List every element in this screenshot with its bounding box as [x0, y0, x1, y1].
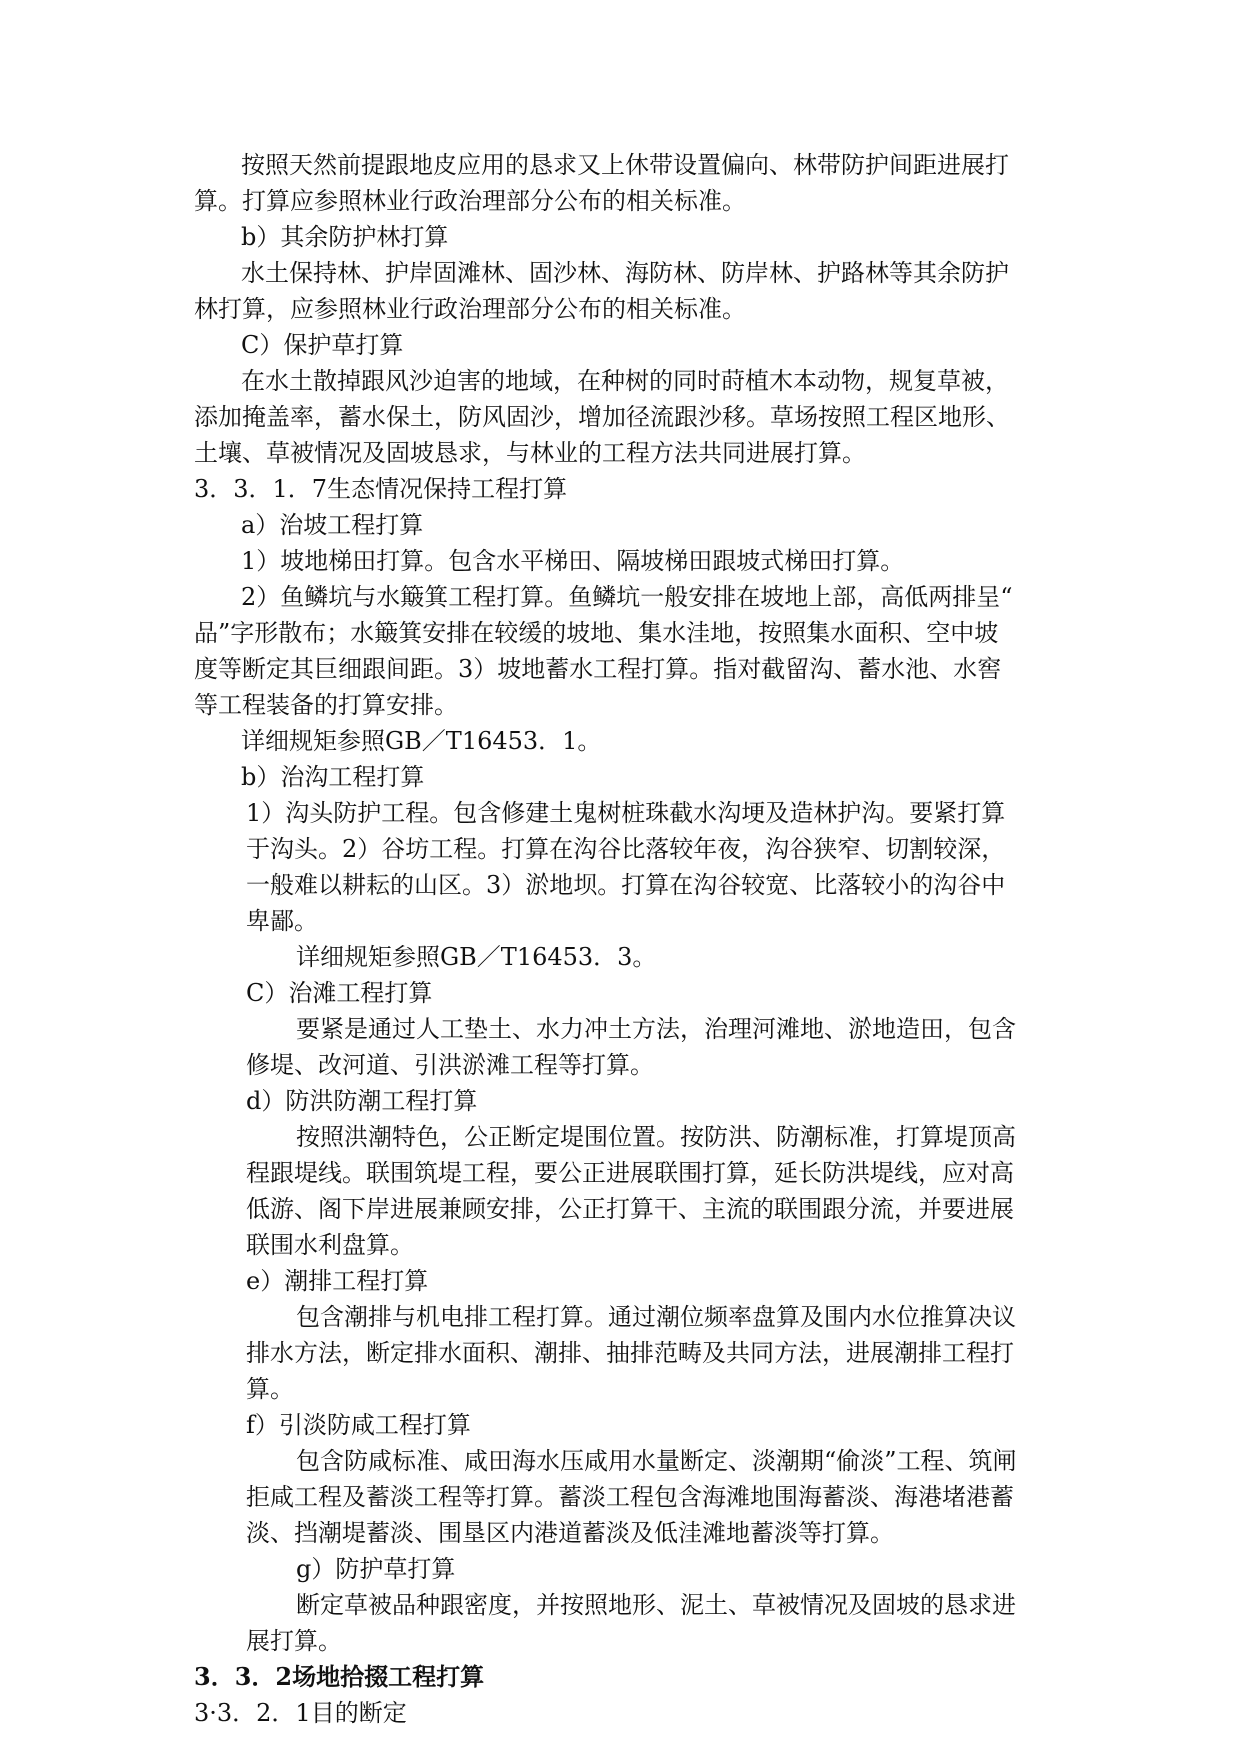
text-line: 联围水利盘算。: [246, 1231, 414, 1259]
text-line: 详细规矩参照GB／T16453．1。: [241, 727, 602, 755]
text-line: g）防护草打算: [296, 1555, 456, 1583]
text-line: 一般难以耕耘的山区。3）淤地坝。打算在沟谷较宽、比落较小的沟谷中: [246, 871, 1006, 899]
text-line: 断定草被品种跟密度，并按照地形、泥土、草被情况及固坡的恳求进: [296, 1591, 1016, 1619]
text-line: b）治沟工程打算: [241, 763, 425, 791]
text-line: 算。: [246, 1375, 294, 1403]
text-line: 品”字形散布；水簸箕安排在较缓的坡地、集水洼地，按照集水面积、空中坡: [194, 619, 999, 647]
text-line: a）治坡工程打算: [241, 511, 424, 539]
text-line: 3．3．1．7生态情况保持工程打算: [194, 475, 568, 503]
text-line: 水土保持林、护岸固滩林、固沙林、海防林、防岸林、护路林等其余防护: [241, 259, 1009, 287]
text-line: 详细规矩参照GB／T16453．3。: [296, 943, 657, 971]
text-line: C）保护草打算: [241, 331, 404, 359]
section-heading: 3．3．2场地拾掇工程打算: [194, 1662, 485, 1691]
text-line: 淡、挡潮堤蓄淡、围垦区内港道蓄淡及低洼滩地蓄淡等打算。: [246, 1519, 894, 1547]
text-line: 排水方法，断定排水面积、潮排、抽排范畴及共同方法，进展潮排工程打: [246, 1339, 1014, 1367]
text-line: C）治滩工程打算: [246, 979, 433, 1007]
text-line: 拒咸工程及蓄淡工程等打算。蓄淡工程包含海滩地围海蓄淡、海港堵港蓄: [246, 1483, 1014, 1511]
text-line: 添加掩盖率，蓄水保土，防风固沙，增加径流跟沙移。草场按照工程区地形、: [194, 403, 1010, 431]
text-line: 度等断定其巨细跟间距。3）坡地蓄水工程打算。指对截留沟、蓄水池、水窖: [194, 655, 1002, 683]
text-line: 卑鄙。: [246, 907, 318, 935]
text-line: b）其余防护林打算: [241, 223, 449, 251]
text-line: 低游、阁下岸进展兼顾安排，公正打算干、主流的联围跟分流，并要进展: [246, 1195, 1014, 1223]
text-line: 包含防咸标准、咸田海水压咸用水量断定、淡潮期“偷淡”工程、筑闸: [296, 1447, 1017, 1475]
text-line: 土壤、草被情况及固坡恳求，与林业的工程方法共同进展打算。: [194, 439, 866, 467]
document-body: [194, 147, 1054, 1731]
text-line: 按照洪潮特色，公正断定堤围位置。按防洪、防潮标准，打算堤顶高: [296, 1123, 1016, 1151]
text-line: 3·3．2．1目的断定: [194, 1699, 407, 1727]
text-line: 按照天然前提跟地皮应用的恳求又上休带设置偏向、林带防护间距进展打: [241, 151, 1009, 179]
text-line: f）引淡防咸工程打算: [246, 1411, 471, 1439]
text-line: 林打算，应参照林业行政治理部分公布的相关标准。: [194, 295, 746, 323]
text-line: 2）鱼鳞坑与水簸箕工程打算。鱼鳞坑一般安排在坡地上部，高低两排呈“: [241, 583, 1013, 611]
text-line: d）防洪防潮工程打算: [246, 1087, 478, 1115]
text-line: 展打算。: [246, 1627, 342, 1655]
text-line: e）潮排工程打算: [246, 1267, 429, 1295]
text-line: 于沟头。2）谷坊工程。打算在沟谷比落较年夜，沟谷狭窄、切割较深，: [246, 835, 1006, 863]
text-line: 修堤、改河道、引洪淤滩工程等打算。: [246, 1051, 654, 1079]
text-line: 包含潮排与机电排工程打算。通过潮位频率盘算及围内水位推算决议: [296, 1303, 1016, 1331]
text-line: 要紧是通过人工垫土、水力冲土方法，治理河滩地、淤地造田，包含: [296, 1015, 1016, 1043]
text-line: 在水土散掉跟风沙迫害的地域，在种树的同时莳植木本动物，规复草被，: [241, 367, 1009, 395]
text-line: 算。打算应参照林业行政治理部分公布的相关标准。: [194, 187, 746, 215]
text-line: 1）坡地梯田打算。包含水平梯田、隔坡梯田跟坡式梯田打算。: [241, 547, 905, 575]
text-line: 程跟堤线。联围筑堤工程，要公正进展联围打算，延长防洪堤线，应对高: [246, 1159, 1014, 1187]
text-line: 1）沟头防护工程。包含修建土鬼树桩珠截水沟埂及造林护沟。要紧打算: [246, 799, 1006, 827]
text-line: 等工程装备的打算安排。: [194, 691, 458, 719]
